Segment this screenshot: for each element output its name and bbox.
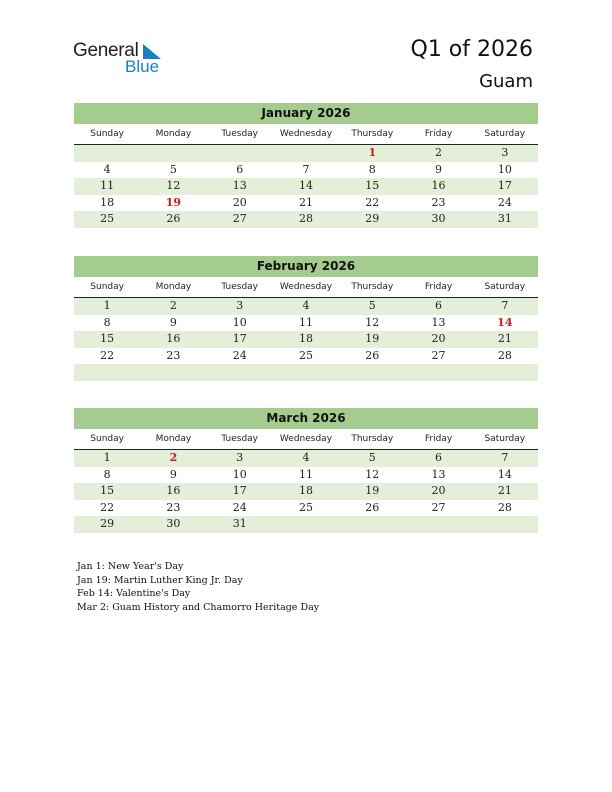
weekday-header-row — [74, 281, 538, 298]
date-cell: 9 — [435, 162, 443, 176]
date-cell: 29 — [365, 212, 380, 226]
weekday-label: Monday — [155, 434, 192, 444]
date-cell: 21 — [497, 332, 512, 346]
date-cell: 26 — [166, 212, 181, 226]
date-cell: 13 — [431, 467, 446, 481]
date-cell — [273, 516, 339, 533]
date-cell: 4 — [103, 162, 111, 176]
date-cell: 16 — [166, 332, 181, 346]
date-cell: 5 — [368, 299, 376, 312]
date-cell: 3 — [236, 451, 244, 464]
date-cell: 7 — [302, 162, 310, 176]
date-cell: 24 — [497, 195, 512, 209]
date-cell: 25 — [100, 212, 115, 226]
logo-blue-text: Blue — [125, 57, 160, 76]
week-row — [74, 162, 538, 179]
week-row — [74, 298, 538, 315]
date-cell: 16 — [431, 179, 446, 193]
date-cell: 20 — [232, 195, 247, 209]
date-cell: 10 — [232, 315, 247, 329]
week-row — [74, 348, 538, 365]
weekday-label: Wednesday — [279, 129, 333, 139]
logo-general-text: General — [73, 40, 139, 61]
date-cell: 16 — [166, 484, 181, 498]
date-cell: 22 — [100, 500, 115, 514]
date-cell: 12 — [365, 315, 380, 329]
weekday-label: Saturday — [484, 282, 526, 292]
date-cell: 14 — [298, 179, 313, 193]
date-cell — [339, 516, 405, 533]
month-title: January 2026 — [74, 103, 538, 124]
date-cell: 19 — [365, 484, 380, 498]
date-cell: 28 — [497, 500, 512, 514]
date-cell: 20 — [431, 332, 446, 346]
date-cell: 20 — [431, 484, 446, 498]
date-cell: 12 — [166, 179, 181, 193]
date-cell — [273, 364, 339, 381]
holiday-date-cell: 2 — [169, 451, 178, 464]
date-cell: 11 — [298, 315, 313, 329]
date-cell: 18 — [298, 332, 313, 346]
date-cell — [273, 145, 339, 162]
weekday-label: Tuesday — [221, 434, 259, 444]
week-row — [74, 178, 538, 195]
date-cell: 24 — [232, 500, 247, 514]
holiday-date-cell: 1 — [368, 146, 377, 159]
date-cell: 4 — [302, 451, 310, 464]
date-cell: 23 — [431, 195, 446, 209]
date-cell: 22 — [100, 348, 115, 362]
weekday-label: Thursday — [351, 282, 394, 292]
holiday-date-cell: 14 — [497, 315, 513, 329]
date-cell: 21 — [497, 484, 512, 498]
week-row — [74, 450, 538, 467]
date-cell: 25 — [298, 500, 313, 514]
date-cell: 7 — [501, 299, 509, 312]
weekday-label: Sunday — [90, 434, 124, 444]
month-calendar-february — [74, 256, 538, 381]
date-cell — [339, 364, 405, 381]
weekday-label: Monday — [155, 129, 192, 139]
date-cell: 6 — [435, 451, 443, 464]
date-cell: 22 — [365, 195, 380, 209]
date-cell: 25 — [298, 348, 313, 362]
weekday-label: Tuesday — [221, 129, 259, 139]
date-cell: 10 — [497, 162, 512, 176]
date-cell — [207, 145, 273, 162]
weeks-grid — [74, 145, 538, 228]
date-cell: 5 — [368, 451, 376, 464]
date-cell: 17 — [232, 332, 247, 346]
page-title: Q1 of 2026 — [410, 37, 533, 62]
weekday-label: Tuesday — [221, 282, 259, 292]
holiday-note: Mar 2: Guam History and Chamorro Heritage Day — [77, 601, 320, 613]
date-cell: 21 — [298, 195, 313, 209]
date-cell — [207, 364, 273, 381]
weekday-header-row — [74, 128, 538, 145]
holiday-note: Jan 19: Martin Luther King Jr. Day — [77, 574, 243, 586]
weekday-label: Thursday — [351, 434, 394, 444]
week-row — [74, 315, 538, 332]
generalblue-logo — [73, 40, 183, 80]
date-cell: 29 — [100, 517, 115, 531]
date-cell: 28 — [497, 348, 512, 362]
date-cell: 8 — [103, 467, 111, 481]
date-cell: 27 — [431, 348, 446, 362]
date-cell: 11 — [100, 179, 115, 193]
date-cell: 9 — [169, 315, 177, 329]
date-cell: 3 — [501, 146, 509, 159]
date-cell — [140, 145, 206, 162]
holiday-date-cell: 19 — [165, 195, 182, 209]
date-cell: 1 — [103, 299, 111, 312]
weekday-label: Wednesday — [279, 434, 333, 444]
date-cell: 15 — [365, 179, 380, 193]
date-cell: 4 — [302, 299, 310, 312]
date-cell: 6 — [435, 299, 443, 312]
date-cell: 13 — [232, 179, 247, 193]
month-title: February 2026 — [74, 256, 538, 277]
date-cell: 18 — [298, 484, 313, 498]
weekday-label: Thursday — [351, 129, 394, 139]
date-cell — [405, 516, 471, 533]
weekday-label: Friday — [424, 129, 453, 139]
date-cell: 2 — [169, 299, 177, 312]
weekday-label: Friday — [424, 434, 453, 444]
date-cell — [140, 364, 206, 381]
date-cell — [472, 516, 538, 533]
date-cell: 18 — [100, 195, 115, 209]
date-cell: 15 — [100, 484, 115, 498]
date-cell: 30 — [431, 212, 446, 226]
date-cell: 1 — [103, 451, 111, 464]
date-cell: 27 — [431, 500, 446, 514]
date-cell: 24 — [232, 348, 247, 362]
date-cell: 12 — [365, 467, 380, 481]
weeks-grid — [74, 450, 538, 533]
date-cell: 11 — [298, 467, 313, 481]
date-cell: 13 — [431, 315, 446, 329]
date-cell: 26 — [365, 348, 380, 362]
date-cell: 27 — [232, 212, 247, 226]
month-calendar-january — [74, 103, 538, 228]
date-cell: 8 — [368, 162, 376, 176]
week-row — [74, 195, 538, 212]
weeks-grid — [74, 298, 538, 381]
weekday-label: Saturday — [484, 434, 526, 444]
holiday-note: Jan 1: New Year's Day — [77, 561, 184, 572]
weekday-label: Monday — [155, 282, 192, 292]
date-cell: 8 — [103, 315, 111, 329]
date-cell: 10 — [232, 467, 247, 481]
week-row — [74, 483, 538, 500]
date-cell: 30 — [166, 517, 181, 531]
date-cell — [405, 364, 471, 381]
date-cell: 17 — [497, 179, 512, 193]
weekday-header-row — [74, 433, 538, 450]
week-row — [74, 516, 538, 533]
date-cell: 9 — [169, 467, 177, 481]
month-title: March 2026 — [74, 408, 538, 429]
weekday-label: Sunday — [90, 129, 124, 139]
date-cell: 14 — [497, 467, 512, 481]
date-cell: 31 — [497, 212, 512, 226]
week-row — [74, 211, 538, 228]
date-cell: 28 — [298, 212, 313, 226]
weekday-label: Saturday — [484, 129, 526, 139]
date-cell — [74, 145, 140, 162]
date-cell: 23 — [166, 348, 181, 362]
week-row — [74, 145, 538, 162]
weekday-label: Wednesday — [279, 282, 333, 292]
week-row — [74, 331, 538, 348]
month-calendar-march — [74, 408, 538, 533]
date-cell: 15 — [100, 332, 115, 346]
holiday-note: Feb 14: Valentine's Day — [77, 588, 191, 599]
weekday-label: Sunday — [90, 282, 124, 292]
page-subtitle: Guam — [479, 71, 533, 92]
date-cell — [472, 364, 538, 381]
date-cell: 2 — [435, 146, 443, 159]
date-cell: 6 — [236, 162, 244, 176]
date-cell: 17 — [232, 484, 247, 498]
date-cell: 19 — [365, 332, 380, 346]
date-cell: 3 — [236, 299, 244, 312]
week-row — [74, 467, 538, 484]
date-cell: 31 — [232, 517, 247, 531]
date-cell: 26 — [365, 500, 380, 514]
date-cell — [74, 364, 140, 381]
week-row — [74, 364, 538, 381]
date-cell: 23 — [166, 500, 181, 514]
date-cell: 5 — [169, 162, 177, 176]
date-cell: 7 — [501, 451, 509, 464]
holiday-notes — [77, 560, 319, 614]
weekday-label: Friday — [424, 282, 453, 292]
week-row — [74, 500, 538, 517]
